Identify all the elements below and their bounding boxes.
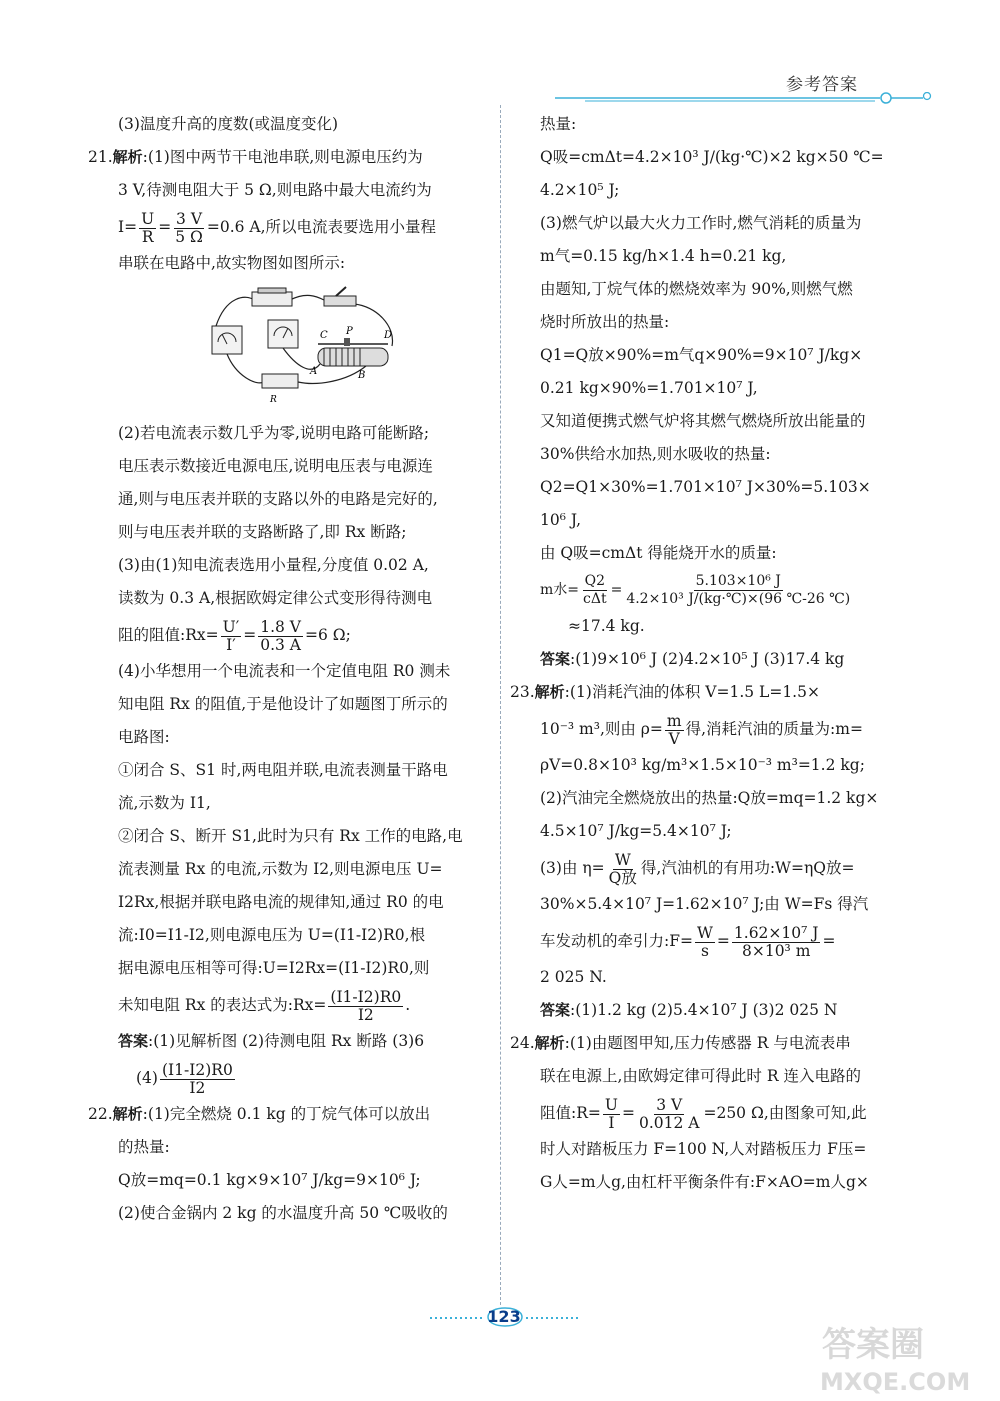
denominator: I2 [189, 1078, 206, 1097]
answer-label: 答案 [118, 1032, 149, 1050]
text-line: Q2=Q1×30%=1.701×10⁷ J×30%=5.103× [540, 478, 871, 496]
text: (3)由 η= [540, 859, 605, 877]
fraction [328, 989, 403, 1024]
text-line: 通,则与电压表并联的支路以外的电路是完好的, [118, 490, 438, 508]
denominator: I′ [226, 635, 236, 654]
text: 未知电阻 Rx 的表达式为:Rx= [118, 996, 327, 1014]
page-number-badge [430, 1303, 580, 1333]
text-line: 据电源电压相等可得:U=I2Rx=(I1-I2)R0,则 [118, 959, 430, 977]
text-line: 读数为 0.3 A,根据欧姆定律公式变形得待测电 [118, 589, 433, 607]
text-line: ②闭合 S、断开 S1,此时为只有 Rx 工作的电路,电 [118, 827, 463, 845]
header-decoration [555, 92, 935, 104]
question-21-line [88, 141, 488, 174]
fraction [603, 1097, 620, 1132]
text: I= [118, 218, 138, 236]
text-line: (2)若电流表示数几乎为零,说明电路可能断路; [118, 424, 430, 442]
formula-line [540, 1093, 905, 1133]
text-line: 时人对踏板压力 F=100 N,人对踏板压力 F压= [540, 1140, 867, 1158]
text: (4) [136, 1069, 158, 1087]
denominator: 8×10³ m [741, 941, 811, 960]
fraction [624, 573, 852, 608]
text-line: G人=m人g,由杠杆平衡条件有:F×AO=m人g× [540, 1173, 869, 1191]
label-a: A [310, 366, 318, 377]
numerator: (I1-I2)R0 [330, 987, 402, 1006]
text-line: 串联在电路中,故实物图如图所示: [118, 254, 346, 272]
answer-line [540, 643, 905, 676]
text: :(1)完全燃烧 0.1 kg 的丁烷气体可以放出 [142, 1105, 431, 1123]
analysis-label: 解析 [112, 148, 143, 166]
text-line: I2Rx,根据并联电路电流的规律知,通过 R0 的电 [118, 893, 444, 911]
fraction [607, 852, 639, 887]
text-line: 流:I0=I1-I2,则电源电压为 U=(I1-I2)R0,根 [118, 926, 426, 944]
denominator: 4.2×10³ J/(kg·℃)×(96 ℃-26 ℃) [626, 590, 851, 607]
fraction [160, 1062, 235, 1097]
numerator: 5.103×10⁶ J [695, 572, 781, 589]
numerator: W [614, 850, 631, 869]
question-22-line [88, 1098, 488, 1131]
header-label: 参考答案 [786, 75, 858, 95]
text: 10⁻³ m³,则由 ρ= [540, 720, 663, 738]
text: = [822, 932, 836, 950]
numerator: 3 V [656, 1095, 683, 1114]
label-rx: R [270, 395, 277, 405]
right-column [510, 108, 905, 1199]
numerator: 1.8 V [260, 617, 301, 636]
analysis-label: 解析 [112, 1105, 143, 1123]
fraction [221, 619, 242, 654]
formula-line [118, 1058, 488, 1098]
watermark-text: 答案圈 [822, 1325, 924, 1365]
text-line: 2 025 N. [540, 968, 607, 986]
question-23-line [510, 676, 905, 709]
label-d: D [384, 330, 393, 341]
text-line: 又知道便携式燃气炉将其燃气燃烧所放出能量的 [540, 412, 866, 430]
text-line: 10⁶ J, [540, 511, 582, 529]
text-line: 知电阻 Rx 的阻值,于是他设计了如题图丁所示的 [118, 695, 448, 713]
question-number: 23. [510, 683, 535, 701]
numerator: U′ [222, 617, 240, 636]
text: 得,消耗汽油的质量为:m= [685, 720, 863, 738]
denominator: 5 Ω [175, 227, 203, 246]
denominator: Q放 [608, 868, 637, 887]
label-p: P [346, 326, 353, 337]
text-line: 4.5×10⁷ J/kg=5.4×10⁷ J; [540, 822, 732, 840]
fraction [665, 713, 684, 748]
denominator: V [668, 729, 680, 748]
text-line: Q1=Q放×90%=m气q×90%=9×10⁷ J/kg× [540, 346, 863, 364]
text: :(1)消耗汽油的体积 V=1.5 L=1.5× [564, 683, 820, 701]
text: :(1)1.2 kg (2)5.4×10⁷ J (3)2 025 N [570, 1001, 838, 1019]
label-b: B [358, 370, 366, 381]
text-line: 流,示数为 I1, [118, 794, 211, 812]
text: :(1)9×10⁶ J (2)4.2×10⁵ J (3)17.4 kg [570, 650, 845, 668]
text: =250 Ω,由图象可知,此 [703, 1104, 867, 1122]
text: :(1)由题图甲知,压力传感器 R 与电流表串 [564, 1034, 851, 1052]
fraction [173, 211, 205, 246]
analysis-label: 解析 [534, 683, 565, 701]
text-line: (3)燃气炉以最大火力工作时,燃气消耗的质量为 [540, 214, 862, 232]
answer-label: 答案 [540, 1001, 571, 1019]
text: = [716, 932, 730, 950]
text-line: Q放=mq=0.1 kg×9×10⁷ J/kg=9×10⁶ J; [118, 1171, 421, 1189]
text: 车发动机的牵引力:F= [540, 932, 693, 950]
text-line: 30%×5.4×10⁷ J=1.62×10⁷ J;由 W=Fs 得汽 [540, 895, 869, 913]
text-line: 烧时所放出的热量: [540, 313, 670, 331]
watermark-domain: MXQE.COM [820, 1368, 971, 1396]
circuit-diagram [206, 286, 406, 411]
formula-line [540, 570, 905, 610]
text-line: ≈17.4 kg. [568, 617, 645, 635]
page-number: 123 [487, 1307, 521, 1326]
numerator: Q2 [584, 572, 605, 589]
text: 阻的阻值:Rx= [118, 626, 219, 644]
text-line: (4)小华想用一个电流表和一个定值电阻 R0 测未 [118, 662, 451, 680]
formula-line [540, 709, 905, 749]
answer-line [540, 994, 905, 1027]
denominator: cΔt [583, 590, 607, 607]
text: m水= [540, 582, 580, 598]
formula-line [118, 985, 488, 1025]
fraction [695, 925, 715, 960]
text-line: (3)温度升高的度数(或温度变化) [118, 115, 339, 133]
watermark-logo [812, 1318, 997, 1398]
fraction [732, 925, 821, 960]
text: = [243, 626, 257, 644]
denominator: R [141, 227, 154, 246]
formula-line [118, 615, 488, 655]
question-number: 21. [88, 148, 113, 166]
denominator: s [700, 941, 709, 960]
fraction [258, 619, 303, 654]
text: 阻值:R= [540, 1104, 601, 1122]
numerator: 3 V [176, 209, 203, 228]
text-line: 由 Q吸=cmΔt 得能烧开水的质量: [540, 544, 777, 562]
analysis-label: 解析 [534, 1034, 565, 1052]
denominator: I2 [357, 1005, 374, 1024]
text: :(1)见解析图 (2)待测电阻 Rx 断路 (3)6 [148, 1032, 425, 1050]
question-24-line [510, 1027, 905, 1060]
fraction [581, 573, 609, 608]
numerator: U [604, 1095, 618, 1114]
denominator: 0.012 A [638, 1113, 700, 1132]
text-line: m气=0.15 kg/h×1.4 h=0.21 kg, [540, 247, 787, 265]
fraction [637, 1097, 702, 1132]
numerator: m [666, 711, 682, 730]
text-line: 流表测量 Rx 的电流,示数为 I2,则电源电压 U= [118, 860, 443, 878]
question-number: 24. [510, 1034, 535, 1052]
text-line: 0.21 kg×90%=1.701×10⁷ J, [540, 379, 758, 397]
text: = [610, 582, 623, 598]
formula-line [540, 921, 905, 961]
text-line: 3 V,待测电阻大于 5 Ω,则电路中最大电流约为 [118, 181, 432, 199]
text: . [405, 996, 411, 1014]
numerator: 1.62×10⁷ J [733, 923, 819, 942]
text-line: 电压表示数接近电源电压,说明电压表与电源连 [118, 457, 433, 475]
formula-line [540, 848, 905, 888]
text-line: 的热量: [118, 1138, 170, 1156]
answer-label: 答案 [540, 650, 571, 668]
denominator: 0.3 A [260, 635, 301, 654]
text-line: 30%供给水加热,则水吸收的热量: [540, 445, 771, 463]
text-line: 4.2×10⁵ J; [540, 181, 620, 199]
text: =0.6 A,所以电流表要选用小量程 [206, 218, 437, 236]
formula-line [118, 207, 488, 247]
left-column [88, 108, 488, 1230]
answer-line [118, 1025, 488, 1058]
numerator: U [141, 209, 155, 228]
numerator: W [696, 923, 713, 942]
text-line: ρV=0.8×10³ kg/m³×1.5×10⁻³ m³=1.2 kg; [540, 756, 865, 774]
question-number: 22. [88, 1105, 113, 1123]
text-line: (3)由(1)知电流表选用小量程,分度值 0.02 A, [118, 556, 429, 574]
text-line: 电路图: [118, 728, 170, 746]
text-line: Q吸=cmΔt=4.2×10³ J/(kg·℃)×2 kg×50 ℃= [540, 148, 884, 166]
text-line: (2)汽油完全燃烧放出的热量:Q放=mq=1.2 kg× [540, 789, 879, 807]
fraction [139, 211, 156, 246]
text-line: 由题知,丁烷气体的燃烧效率为 90%,则燃气燃 [540, 280, 853, 298]
text-line: 热量: [540, 115, 577, 133]
text: = [621, 1104, 635, 1122]
numerator: (I1-I2)R0 [161, 1060, 233, 1079]
text: :(1)图中两节干电池串联,则电源电压约为 [142, 148, 423, 166]
text: =6 Ω; [305, 626, 351, 644]
text-line: 则与电压表并联的支路断路了,即 Rx 断路; [118, 523, 407, 541]
text-line: 联在电源上,由欧姆定律可得此时 R 连入电路的 [540, 1067, 861, 1085]
column-divider [500, 105, 501, 1305]
denominator: I [608, 1113, 615, 1132]
text-line: ①闭合 S、S1 时,两电阻并联,电流表测量干路电 [118, 761, 448, 779]
text: 得,汽油机的有用功:W=ηQ放= [640, 859, 855, 877]
text-line: (2)使合金锅内 2 kg 的水温度升高 50 ℃吸收的 [118, 1204, 448, 1222]
label-c: C [320, 330, 328, 341]
text: = [158, 218, 172, 236]
